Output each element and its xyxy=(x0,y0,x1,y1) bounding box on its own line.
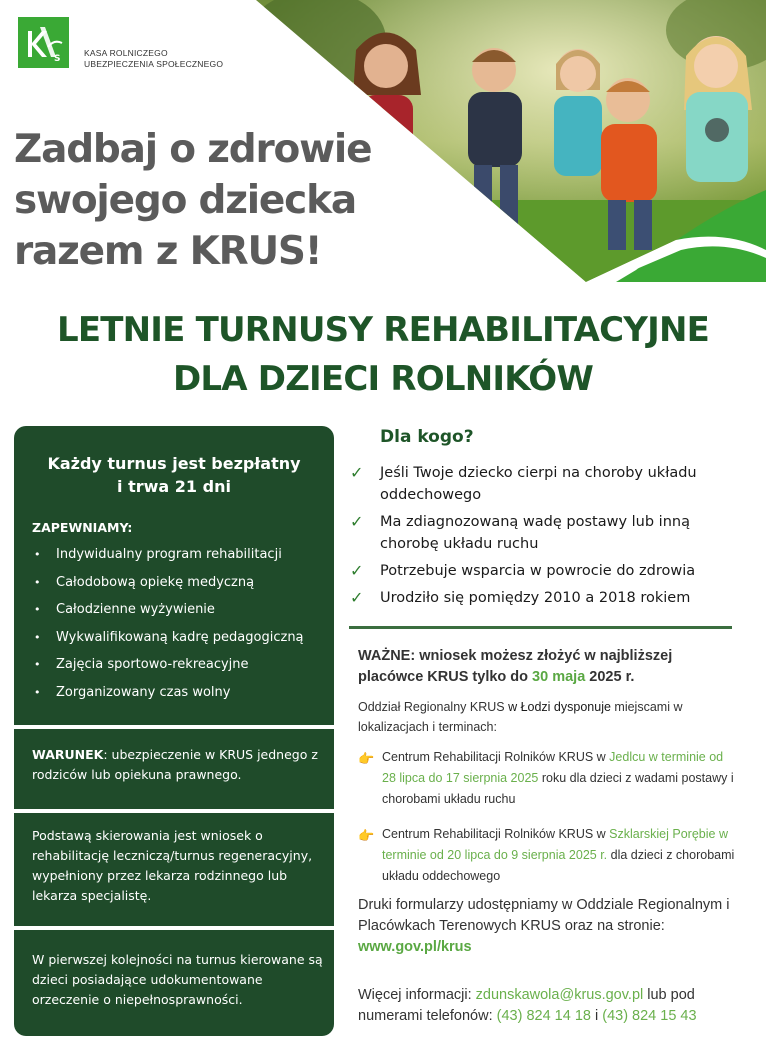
contact-between: i xyxy=(590,1008,603,1024)
main-title xyxy=(0,306,766,404)
list-item: • Zorganizowany czas wolny xyxy=(32,683,304,711)
contact-middle: lub pod numerami telefonów: xyxy=(358,987,695,1024)
headline-line2: swojego dziecka xyxy=(14,178,356,223)
svg-text:S: S xyxy=(54,54,61,64)
check-icon: ✓ xyxy=(350,588,364,607)
forms-text: Druki formularzy udostępniamy w Oddziale Regionalnym i Placówkach Terenowych KRUS oraz na stronie: xyxy=(358,897,730,934)
list-item xyxy=(350,511,750,555)
condition-body: : ubezpieczenie w KRUS jednego z rodziców lub opiekuna prawnego. xyxy=(32,747,318,782)
krus-logo-icon xyxy=(18,17,69,68)
offer-list xyxy=(32,545,304,711)
forms-info xyxy=(358,895,738,958)
org-name xyxy=(84,48,223,70)
pointing-hand-icon: 👉 xyxy=(358,828,375,843)
list-item: • Indywidualny program rehabilitacji xyxy=(32,545,304,573)
location-term: w terminie od 20 lipca do 9 sierpnia 2025 r. xyxy=(382,827,728,862)
important-part2: 2025 r. xyxy=(585,669,635,685)
important-note xyxy=(358,646,738,688)
location-prefix: Centrum Rehabilitacji Rolników KRUS w xyxy=(382,827,610,841)
for-whom-list xyxy=(350,462,750,614)
list-item xyxy=(350,587,750,609)
branch-part2: w Łodzi dysponuje xyxy=(508,700,611,714)
headline-line3: razem z KRUS! xyxy=(14,229,322,274)
check-icon: ✓ xyxy=(350,561,364,580)
list-item: • Całodzienne wyżywienie xyxy=(32,600,304,628)
important-date: 30 maja xyxy=(532,669,586,685)
contact-info xyxy=(358,985,748,1027)
condition-label: WARUNEK xyxy=(32,747,104,762)
list-item: • Wykwalifikowaną kadrę pedagogiczną xyxy=(32,628,304,656)
offer-box-title-line2: i trwa 21 dni xyxy=(117,477,231,496)
branch-info xyxy=(358,697,738,737)
list-item xyxy=(350,462,750,506)
priority-text: W pierwszej kolejności na turnus kierowane są dzieci posiadające udokumentowane orzeczenie o niepełnosprawności. xyxy=(32,952,323,1007)
location-term: w terminie od 28 lipca do 17 sierpnia 2025 xyxy=(382,750,724,785)
referral-box xyxy=(14,813,334,926)
check-icon: ✓ xyxy=(350,463,364,482)
offer-box-title-line1: Każdy turnus jest bezpłatny xyxy=(47,454,301,473)
location-place: Szklarskiej Porębie xyxy=(609,827,716,841)
offer-box-title xyxy=(14,452,334,498)
list-item: • Zajęcia sportowo-rekreacyjne xyxy=(32,655,304,683)
contact-email-link[interactable]: zdunskawola@krus.gov.pl xyxy=(475,987,644,1003)
important-part1: WAŻNE: wniosek możesz złożyć w najbliższej placówce KRUS tylko do xyxy=(358,648,673,685)
for-whom-item-text: Ma zdiagnozowaną wadę postawy lub inną chorobę układu ruchu xyxy=(380,514,690,552)
org-name-line2: UBEZPIECZENIA SPOŁECZNEGO xyxy=(84,59,224,69)
contact-prefix: Więcej informacji: xyxy=(358,987,476,1003)
referral-text: Podstawą skierowania jest wniosek o rehabilitację leczniczą/turnus regeneracyjny, wypełniony przez lekarza rodzinnego lub lekarza specjalistę. xyxy=(32,828,313,903)
location-suffix: roku dla dzieci z wadami postawy i chorobami układu ruchu xyxy=(382,771,734,806)
for-whom-item-text: Urodziło się pomiędzy 2010 a 2018 rokiem xyxy=(380,590,691,606)
condition-box xyxy=(14,729,334,809)
for-whom-item-text: Potrzebuje wsparcia w powrocie do zdrowia xyxy=(380,563,696,579)
list-item xyxy=(350,560,750,582)
check-icon: ✓ xyxy=(350,512,364,531)
contact-phone2[interactable]: (43) 824 15 43 xyxy=(602,1008,697,1024)
location-text xyxy=(358,824,738,887)
offer-box xyxy=(14,426,334,725)
pointing-hand-icon: 👉 xyxy=(358,751,375,766)
list-item: • Całodobową opiekę medyczną xyxy=(32,573,304,601)
location-text xyxy=(358,747,738,810)
headline xyxy=(14,124,371,277)
location-item xyxy=(358,747,738,810)
location-suffix: dla dzieci z chorobami układu oddechowego xyxy=(382,848,735,883)
main-title-line2: DLA DZIECI ROLNIKÓW xyxy=(172,359,594,399)
forms-url-link[interactable]: www.gov.pl/krus xyxy=(358,939,472,955)
location-item xyxy=(358,824,738,887)
condition-text xyxy=(32,745,324,785)
offer-box-subtitle: ZAPEWNIAMY: xyxy=(32,520,133,535)
for-whom-title: Dla kogo? xyxy=(380,427,474,447)
for-whom-item-text: Jeśli Twoje dziecko cierpi na choroby układu oddechowego xyxy=(380,465,697,503)
org-name-line1: KASA ROLNICZEGO xyxy=(84,48,168,58)
priority-box xyxy=(14,930,334,1036)
location-prefix: Centrum Rehabilitacji Rolników KRUS w xyxy=(382,750,610,764)
branch-part1: Oddział Regionalny KRUS xyxy=(358,700,509,714)
branch-part3: miejscami w lokalizacjach i terminach: xyxy=(358,700,683,734)
contact-phone1[interactable]: (43) 824 14 18 xyxy=(496,1008,591,1024)
location-place: Jedlcu xyxy=(609,750,646,764)
main-title-line1: LETNIE TURNUSY REHABILITACYJNE xyxy=(56,310,710,350)
section-divider xyxy=(349,626,732,629)
headline-line1: Zadbaj o zdrowie xyxy=(14,127,372,172)
